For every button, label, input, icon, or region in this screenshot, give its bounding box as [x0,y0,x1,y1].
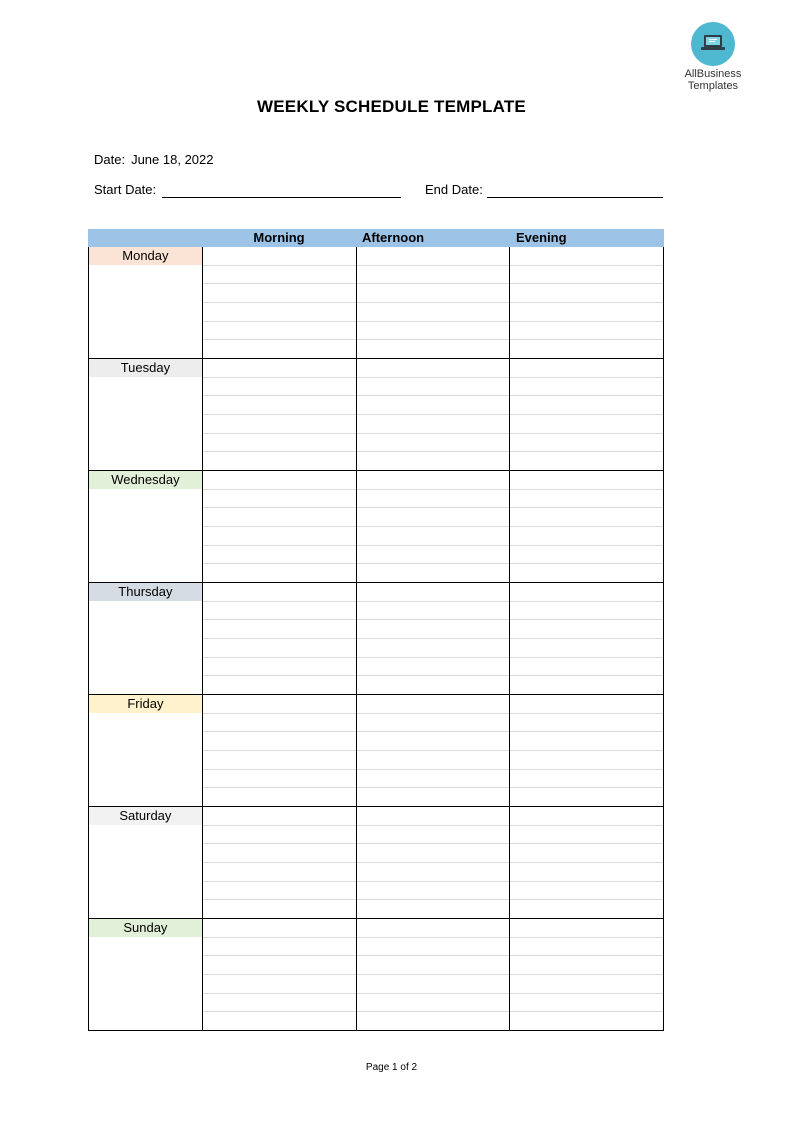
schedule-slot[interactable] [510,638,663,657]
schedule-slot[interactable] [510,881,663,900]
schedule-slot[interactable] [357,395,510,414]
logo-line2: Templates [687,80,739,92]
schedule-slot[interactable] [203,395,356,414]
schedule-slot[interactable] [510,974,663,993]
slot-column-afternoon [357,359,511,470]
start-date-label: Start Date: [94,182,157,197]
header-morning: Morning [253,230,305,245]
schedule-slot[interactable] [510,545,663,564]
schedule-slot[interactable] [510,321,663,340]
schedule-slot[interactable] [510,862,663,881]
schedule-slot[interactable] [510,377,663,396]
slot-column-afternoon [357,807,511,918]
schedule-slot[interactable] [203,769,356,788]
page-footer: Page 1 of 2 [365,1062,418,1073]
slot-column-morning [203,359,357,470]
slot-column-afternoon [357,247,511,358]
schedule-slot[interactable] [203,283,356,302]
schedule-slot[interactable] [357,451,510,470]
day-block-wednesday [89,470,663,582]
schedule-slot[interactable] [510,807,663,825]
schedule-slot[interactable] [510,619,663,638]
slot-column-afternoon [357,695,511,806]
allbusiness-logo [680,22,746,92]
schedule-slot[interactable] [203,862,356,881]
schedule-slot[interactable] [510,451,663,470]
schedule-slot[interactable] [357,862,510,881]
schedule-slot[interactable] [510,433,663,452]
day-column [89,695,203,806]
schedule-slot[interactable] [357,265,510,284]
date-label: Date: [94,152,126,167]
date-value: June 18, 2022 [131,152,214,167]
schedule-slot[interactable] [510,731,663,750]
schedule-slot[interactable] [203,601,356,620]
schedule-slot[interactable] [510,489,663,508]
slot-column-evening [510,359,663,470]
schedule-slot[interactable] [203,563,356,582]
schedule-slot[interactable] [510,471,663,489]
day-label: Sunday [89,919,202,937]
schedule-slot[interactable] [203,750,356,769]
schedule-slot[interactable] [510,265,663,284]
slot-column-evening [510,247,663,358]
schedule-slot[interactable] [203,919,356,937]
schedule-slot[interactable] [357,937,510,956]
schedule-slot[interactable] [357,377,510,396]
schedule-slot[interactable] [357,974,510,993]
schedule-slot[interactable] [357,807,510,825]
schedule-slot[interactable] [357,787,510,806]
day-block-monday [89,247,663,358]
slot-column-morning [203,583,357,694]
schedule-slot[interactable] [203,937,356,956]
schedule-slot[interactable] [510,695,663,713]
schedule-slot[interactable] [357,433,510,452]
day-column [89,359,203,470]
schedule-slot[interactable] [203,451,356,470]
schedule-slot[interactable] [203,675,356,694]
schedule-slot[interactable] [357,695,510,713]
logo-line1: AllBusiness [684,68,742,80]
schedule-slot[interactable] [203,731,356,750]
schedule-slot[interactable] [357,359,510,377]
schedule-slot[interactable] [357,899,510,918]
day-column [89,919,203,1030]
schedule-slot[interactable] [203,955,356,974]
day-column [89,583,203,694]
schedule-slot[interactable] [357,414,510,433]
schedule-slot[interactable] [203,433,356,452]
schedule-slot[interactable] [357,302,510,321]
schedule-slot[interactable] [510,395,663,414]
schedule-slot[interactable] [510,713,663,732]
days-body [88,247,664,1031]
schedule-slot[interactable] [203,825,356,844]
day-label: Wednesday [89,471,202,489]
schedule-slot[interactable] [203,1011,356,1030]
schedule-slot[interactable] [357,339,510,358]
schedule-slot[interactable] [510,955,663,974]
schedule-slot[interactable] [203,974,356,993]
schedule-slot[interactable] [203,713,356,732]
schedule-slot[interactable] [510,899,663,918]
schedule-slot[interactable] [357,619,510,638]
schedule-slot[interactable] [357,731,510,750]
slot-column-evening [510,471,663,582]
date-line [94,152,213,167]
slot-column-evening [510,583,663,694]
schedule-slot[interactable] [510,675,663,694]
schedule-slot[interactable] [203,507,356,526]
schedule-slot[interactable] [510,769,663,788]
slot-column-morning [203,807,357,918]
day-block-saturday [89,806,663,918]
schedule-slot[interactable] [510,937,663,956]
schedule-slot[interactable] [357,825,510,844]
slot-column-morning [203,919,357,1030]
slot-column-afternoon [357,471,511,582]
schedule-slot[interactable] [357,919,510,937]
schedule-slot[interactable] [203,302,356,321]
laptop-icon [691,22,735,66]
schedule-slot[interactable] [203,359,356,377]
schedule-slot[interactable] [357,489,510,508]
slot-column-morning [203,247,357,358]
schedule-slot[interactable] [510,583,663,601]
schedule-slot[interactable] [510,526,663,545]
schedule-table [88,229,664,1031]
schedule-slot[interactable] [203,377,356,396]
slot-column-afternoon [357,919,511,1030]
slot-column-morning [203,695,357,806]
schedule-slot[interactable] [510,1011,663,1030]
slot-column-evening [510,695,663,806]
header-evening: Evening [516,230,567,245]
schedule-slot[interactable] [203,807,356,825]
schedule-slot[interactable] [203,583,356,601]
day-block-sunday [89,918,663,1030]
schedule-slot[interactable] [357,638,510,657]
schedule-slot[interactable] [203,471,356,489]
schedule-slot[interactable] [203,321,356,340]
schedule-slot[interactable] [203,787,356,806]
end-date-field[interactable] [487,197,663,198]
schedule-slot[interactable] [510,507,663,526]
schedule-slot[interactable] [357,601,510,620]
schedule-slot[interactable] [357,657,510,676]
schedule-slot[interactable] [510,563,663,582]
schedule-slot[interactable] [357,563,510,582]
day-column [89,471,203,582]
schedule-slot[interactable] [357,247,510,265]
schedule-slot[interactable] [203,339,356,358]
schedule-header [88,229,664,247]
schedule-slot[interactable] [510,302,663,321]
day-label: Monday [89,247,202,265]
day-label: Friday [89,695,202,713]
schedule-slot[interactable] [203,881,356,900]
slot-column-evening [510,919,663,1030]
schedule-slot[interactable] [357,843,510,862]
schedule-slot[interactable] [357,526,510,545]
schedule-slot[interactable] [203,899,356,918]
schedule-slot[interactable] [357,507,510,526]
day-column [89,247,203,358]
header-afternoon: Afternoon [362,230,425,245]
day-label: Saturday [89,807,202,825]
day-block-thursday [89,582,663,694]
schedule-slot[interactable] [203,414,356,433]
schedule-slot[interactable] [510,657,663,676]
schedule-slot[interactable] [357,583,510,601]
schedule-slot[interactable] [357,321,510,340]
schedule-slot[interactable] [357,769,510,788]
schedule-slot[interactable] [357,750,510,769]
day-label: Thursday [89,583,202,601]
slot-column-afternoon [357,583,511,694]
schedule-slot[interactable] [203,993,356,1012]
schedule-slot[interactable] [510,750,663,769]
schedule-slot[interactable] [203,843,356,862]
schedule-slot[interactable] [203,489,356,508]
header-blank [88,229,202,247]
schedule-slot[interactable] [510,825,663,844]
logo-text [680,68,746,92]
schedule-slot[interactable] [510,283,663,302]
slot-column-evening [510,807,663,918]
schedule-slot[interactable] [510,414,663,433]
schedule-slot[interactable] [203,545,356,564]
schedule-slot[interactable] [203,657,356,676]
schedule-slot[interactable] [357,993,510,1012]
schedule-slot[interactable] [510,843,663,862]
schedule-slot[interactable] [510,359,663,377]
schedule-slot[interactable] [357,955,510,974]
schedule-slot[interactable] [203,695,356,713]
end-date-label: End Date: [425,182,483,197]
schedule-slot[interactable] [510,247,663,265]
schedule-slot[interactable] [510,601,663,620]
date-range [94,182,674,202]
schedule-slot[interactable] [357,471,510,489]
schedule-slot[interactable] [510,993,663,1012]
schedule-slot[interactable] [203,247,356,265]
day-block-friday [89,694,663,806]
schedule-slot[interactable] [357,283,510,302]
schedule-slot[interactable] [203,619,356,638]
day-label: Tuesday [89,359,202,377]
slot-column-morning [203,471,357,582]
schedule-slot[interactable] [357,713,510,732]
schedule-slot[interactable] [203,638,356,657]
start-date-field[interactable] [162,197,401,198]
schedule-slot[interactable] [203,265,356,284]
page-title: WEEKLY SCHEDULE TEMPLATE [257,97,526,116]
schedule-slot[interactable] [357,675,510,694]
schedule-slot[interactable] [510,339,663,358]
schedule-slot[interactable] [203,526,356,545]
day-block-tuesday [89,358,663,470]
schedule-slot[interactable] [357,1011,510,1030]
schedule-slot[interactable] [510,787,663,806]
schedule-slot[interactable] [357,881,510,900]
schedule-slot[interactable] [510,919,663,937]
schedule-slot[interactable] [357,545,510,564]
day-column [89,807,203,918]
